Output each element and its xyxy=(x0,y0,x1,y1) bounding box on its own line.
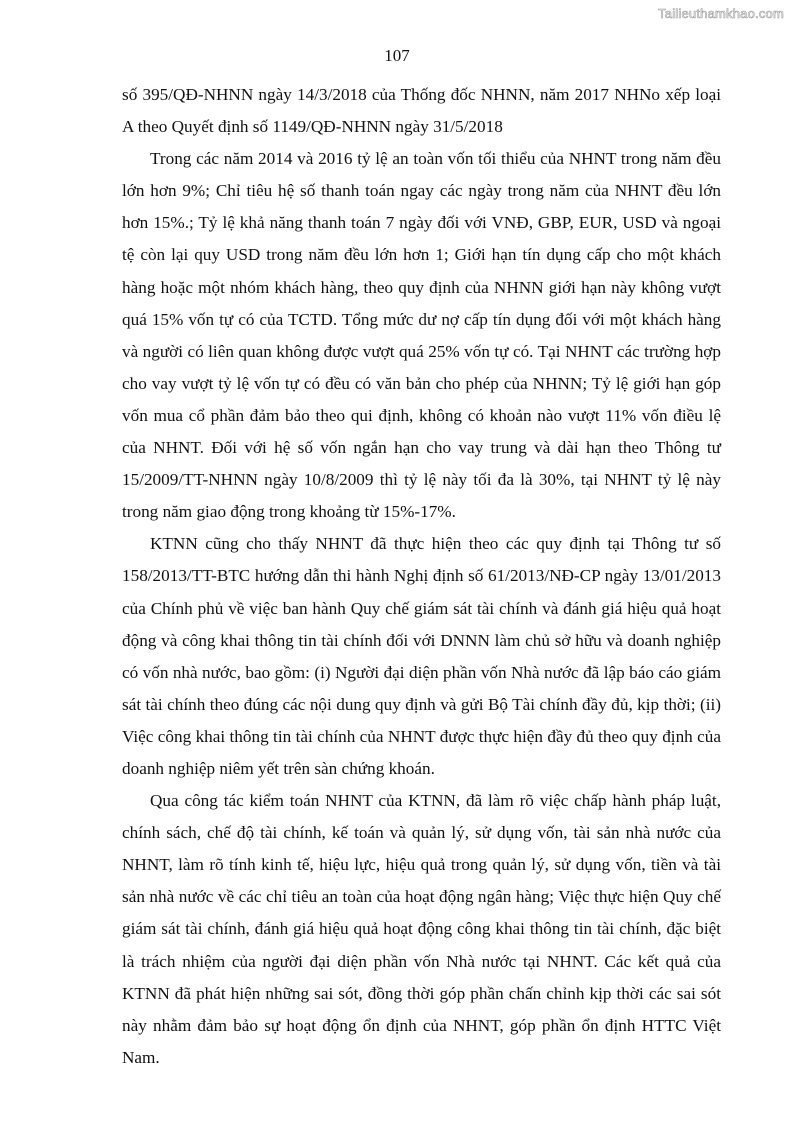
paragraph-safety-ratios: Trong các năm 2014 và 2016 tỷ lệ an toàn vốn tối thiểu của NHNT trong năm đều lớn hơn 9%; Chỉ tiêu hệ số thanh toán ngay các ngày trong năm của NHNT đều lớn hơn 15%.; Tỷ lệ khả năng thanh toán 7 ngày đối với VNĐ, GBP, EUR, USD và ngoại tệ còn lại quy USD trong năm đều lớn hơn 1; Giới hạn tín dụng cấp cho một khách hàng hoặc một nhóm khách hàng, theo quy định của NHNN giới hạn này không vượt quá 15% vốn tự có của TCTD. Tổng mức dư nợ cấp tín dụng đối với một khách hàng và người có liên quan không được vượt quá 25% vốn tự có. Tại NHNT các trường hợp cho vay vượt tỷ lệ vốn tự có đều có văn bản cho phép của NHNN; Tỷ lệ giới hạn góp vốn mua cổ phần đảm bảo theo qui định, không có khoản nào vượt 11% vốn điều lệ của NHNT. Đối với hệ số vốn ngắn hạn cho vay trung và dài hạn theo Thông tư 15/2009/TT-NHNN ngày 10/8/2009 thì tỷ lệ này tối đa là 30%, tại NHNT tỷ lệ này trong năm giao động trong khoảng từ 15%-17%. xyxy=(122,149,721,522)
document-body xyxy=(122,79,721,1074)
paragraph-ktnn-compliance: KTNN cũng cho thấy NHNT đã thực hiện theo các quy định tại Thông tư số 158/2013/TT-BTC hướng dẫn thi hành Nghị định số 61/2013/NĐ-CP ngày 13/01/2013 của Chính phủ về việc ban hành Quy chế giám sát tài chính và đánh giá hiệu quả hoạt động và công khai thông tin tài chính đối với DNNN làm chủ sở hữu và doanh nghiệp có vốn nhà nước, bao gồm: (i) Người đại diện phần vốn Nhà nước đã lập báo cáo giám sát tài chính theo đúng các nội dung quy định và gửi Bộ Tài chính đầy đủ, kịp thời; (ii) Việc công khai thông tin tài chính của NHNT được thực hiện đầy đủ theo quy định của doanh nghiệp niêm yết trên sàn chứng khoán. xyxy=(122,534,721,778)
paragraph-continuation: số 395/QĐ-NHNN ngày 14/3/2018 của Thống đốc NHNN, năm 2017 NHNo xếp loại A theo Quyết định số 1149/QĐ-NHNN ngày 31/5/2018 xyxy=(122,85,721,137)
paragraph-audit-conclusion: Qua công tác kiểm toán NHNT của KTNN, đã làm rõ việc chấp hành pháp luật, chính sách, chế độ tài chính, kế toán và quản lý, sử dụng vốn, tài sản nhà nước của NHNT, làm rõ tính kinh tế, hiệu lực, hiệu quả trong quản lý, sử dụng vốn, tiền và tài sản nhà nước về các chỉ tiêu an toàn của hoạt động ngân hàng; Việc thực hiện Quy chế giám sát tài chính, đánh giá hiệu quả hoạt động công khai thông tin tài chính, đặc biệt là trách nhiệm của người đại diện phần vốn Nhà nước tại NHNT. Các kết quả của KTNN đã phát hiện những sai sót, đồng thời góp phần chấn chỉnh kịp thời các sai sót này nhằm đảm bảo sự hoạt động ổn định của NHNT, góp phần ổn định HTTC Việt Nam. xyxy=(122,791,721,1067)
watermark-text: Tailieuthamkhao.com xyxy=(658,6,784,21)
page-number: 107 xyxy=(384,46,410,65)
